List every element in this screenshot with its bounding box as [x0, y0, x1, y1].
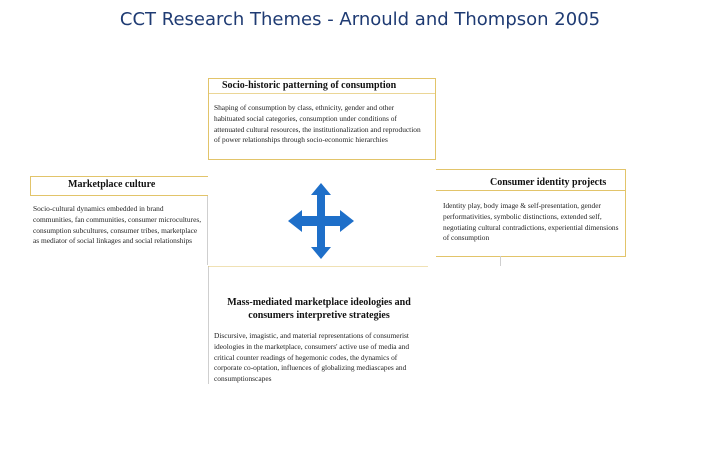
- top-border: [436, 169, 626, 170]
- bottom-border: [208, 159, 436, 160]
- theme-title: Socio-historic patterning of consumption: [222, 80, 397, 91]
- title-underline: [30, 195, 208, 196]
- left-border: [30, 176, 31, 196]
- four-way-arrow-icon: [276, 183, 366, 259]
- top-border: [208, 78, 436, 79]
- connector-tick: [500, 256, 501, 266]
- title-underline: [436, 190, 626, 191]
- left-border: [208, 78, 209, 160]
- theme-description: Discursive, imagistic, and material representations of consumerist ideologies in the marketplace, consumers' active use of media and critical counter readings of hegemonic codes, the dynamics of corporate co-optation, influences of globalizing mediascapes and consumptionscapes: [214, 331, 410, 384]
- theme-title: Consumer identity projects: [490, 177, 607, 188]
- page-title: CCT Research Themes - Arnould and Thompson 2005: [119, 9, 601, 30]
- right-border: [207, 196, 208, 265]
- theme-description: Shaping of consumption by class, ethnicity, gender and other habituated social categories, consumption under conditions of attenuated cultural resources, the institutionalization and reproduction of power relationships through socio-economic hierarchies: [214, 103, 421, 145]
- title-divider: [208, 93, 436, 94]
- bottom-border: [436, 256, 626, 257]
- four-way-arrow-shape: [288, 183, 354, 259]
- theme-title: Mass-mediated marketplace ideologies and consumers interpretive strategies: [227, 297, 411, 321]
- top-border: [208, 266, 428, 267]
- right-border: [435, 78, 436, 160]
- theme-description: Socio-cultural dynamics embedded in brand communities, fan communities, consumer microcultures, consumption subcultures, consumer tribes, marketplace as mediator of social linkages and social relationships: [33, 204, 202, 246]
- theme-description: Identity play, body image & self-presentation, gender performativities, symbolic distinctions, extended self, negotiating cultural contradictions, experiential dimensions of consumption: [443, 201, 619, 243]
- left-border: [208, 266, 209, 384]
- top-border: [30, 176, 208, 177]
- theme-title: Marketplace culture: [68, 179, 156, 190]
- right-border: [625, 169, 626, 257]
